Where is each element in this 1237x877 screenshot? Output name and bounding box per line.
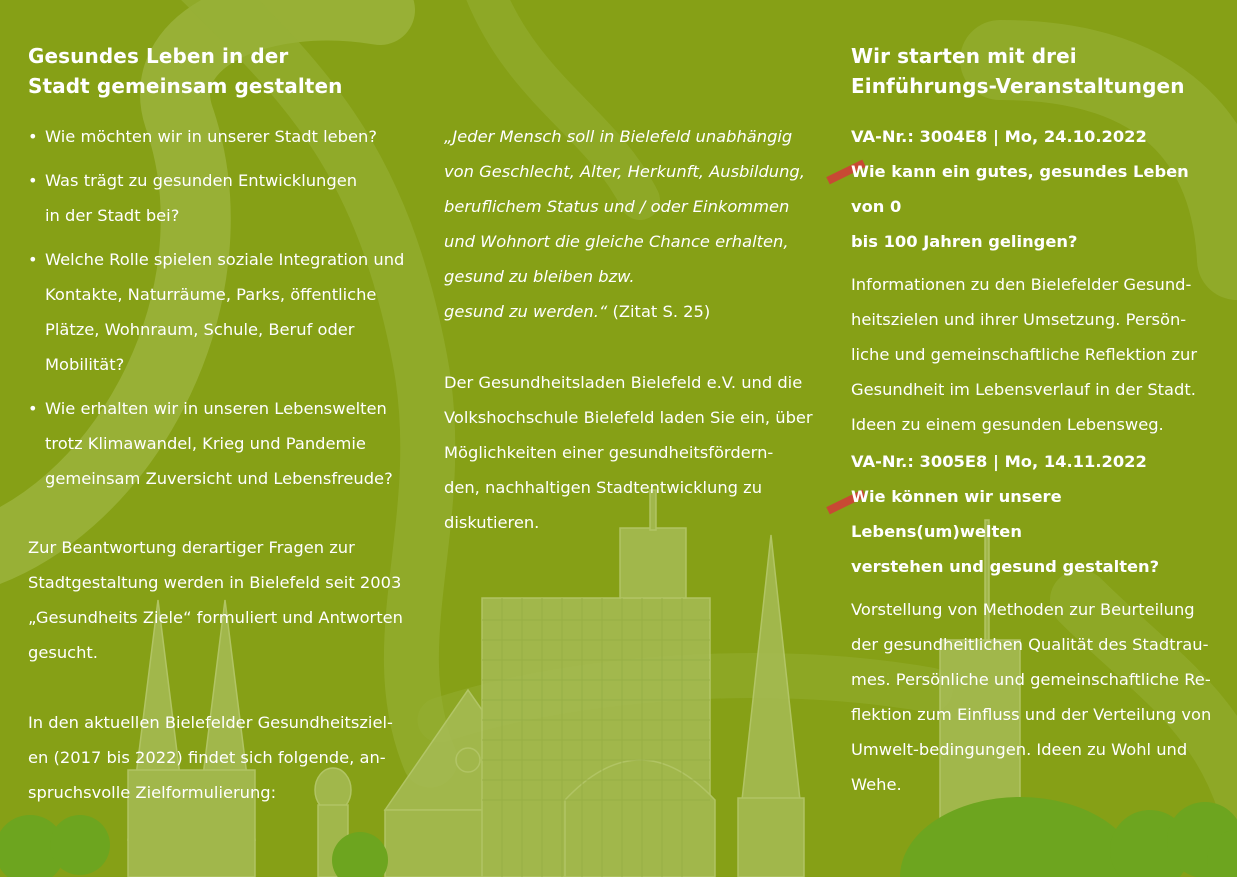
quote-block: „Jeder Mensch soll in Bielefeld unabhängig von Geschlecht, Alter, Herkunft, Ausbildung, beruflichem Status und / oder Einkommen und Wohnort die gleiche Chance erhalten, gesund zu bleiben bzw. gesund zu werden.“ (Zitat S. 25) xyxy=(444,127,805,321)
right-title: Wir starten mit drei Einführungs-Veranstaltungen xyxy=(851,44,1185,98)
event-header: VA-Nr.: 3004E8 | Mo, 24.10.2022 xyxy=(851,127,1147,146)
event-description: Vorstellung von Methoden zur Beurteilung der gesundheitlichen Qualität des Stadtrau- mes. Persönliche und gemeinschaftliche Re- flektion zum Einfluss und der Verteilung von Umwelt-bedingungen. Ideen zu Wohl und Wehe. xyxy=(851,600,1212,794)
event-header: VA-Nr.: 3005E8 | Mo, 14.11.2022 xyxy=(851,452,1147,471)
list-item: • Was trägt zu gesunden Entwicklungen in der Stadt bei? xyxy=(28,163,418,233)
intro-paragraph: Zur Beantwortung derartiger Fragen zur Stadtgestaltung werden in Bielefeld seit 2003 „Gesundheits Ziele“ formuliert und Antworten gesucht. xyxy=(28,538,403,662)
list-item: • Wie erhalten wir in unseren Lebenswelten trotz Klimawandel, Krieg und Pandemie gemeinsam Zuversicht und Lebensfreude? xyxy=(28,391,418,496)
question-list xyxy=(28,119,418,505)
list-item: • Wie möchten wir in unserer Stadt leben? xyxy=(28,119,418,154)
citation: (Zitat S. 25) xyxy=(612,302,711,321)
event-question: Wie können wir unsere Lebens(um)welten verstehen und gesund gestalten? xyxy=(851,487,1160,576)
invite-paragraph: Der Gesundheitsladen Bielefeld e.V. und die Volkshochschule Bielefeld laden Sie ein, über Möglichkeiten einer gesundheitsfördern- den, nachhaltigen Stadtentwicklung zu diskutieren. xyxy=(444,373,813,532)
list-item: • Welche Rolle spielen soziale Integration und Kontakte, Naturräume, Parks, öffentliche Plätze, Wohnraum, Schule, Beruf oder Mobilität? xyxy=(28,242,418,382)
event-1 xyxy=(851,119,1221,442)
goal-paragraph: In den aktuellen Bielefelder Gesundheitsziel- en (2017 bis 2022) findet sich folgende, an- spruchsvolle Zielformulierung: xyxy=(28,713,393,802)
event-2 xyxy=(851,444,1221,802)
left-title: Gesundes Leben in der Stadt gemeinsam gestalten xyxy=(28,44,343,98)
event-question: Wie kann ein gutes, gesundes Leben von 0 bis 100 Jahren gelingen? xyxy=(851,162,1189,251)
event-description: Informationen zu den Bielefelder Gesund- heitszielen und ihrer Umsetzung. Persön- liche und gemeinschaftliche Reflektion zur Gesundheit im Lebensverlauf in der Stadt. Ideen zu einem gesunden Lebensweg. xyxy=(851,275,1198,434)
